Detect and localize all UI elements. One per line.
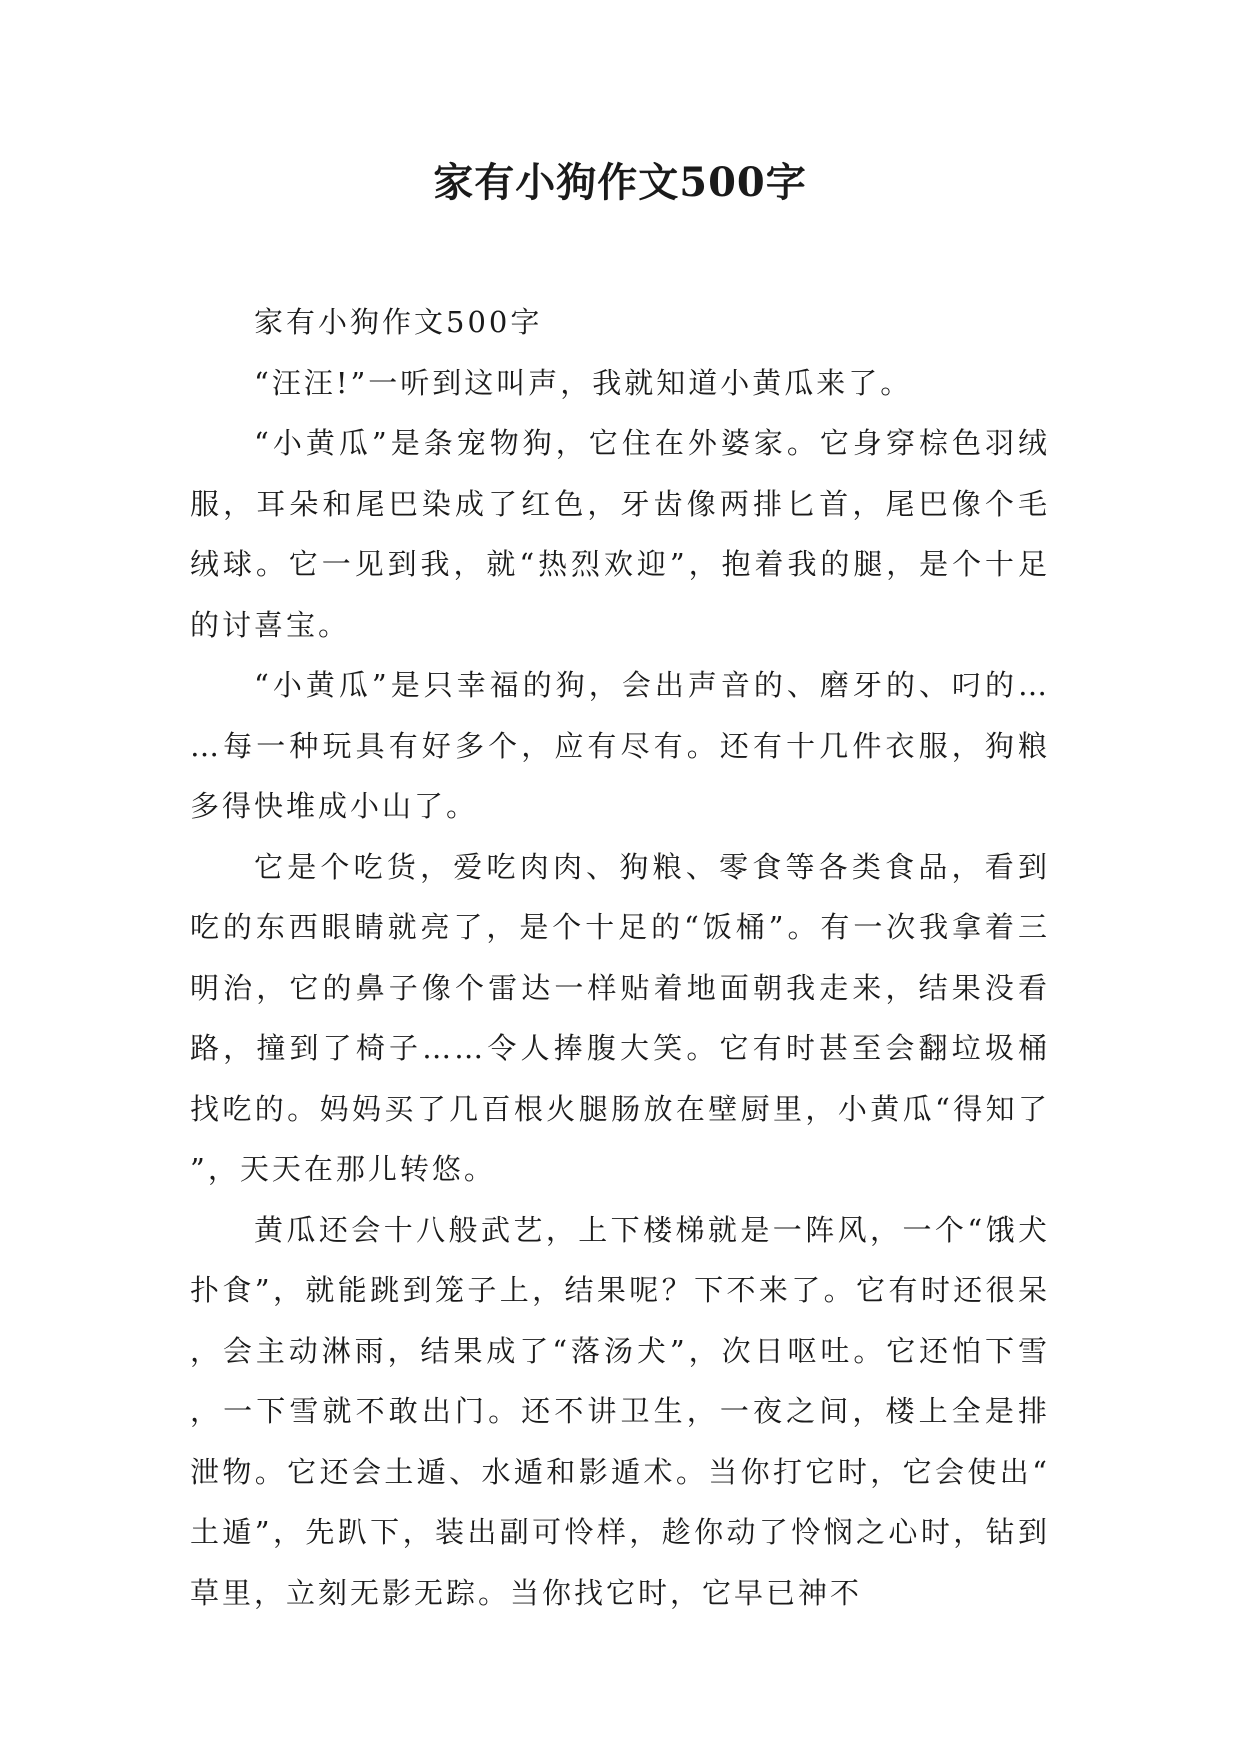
document-page <box>190 0 1050 1623</box>
body-paragraph: 黄瓜还会十八般武艺，上下楼梯就是一阵风，一个“饿犬扑食”，就能跳到笼子上，结果呢？下不来了。它有时还很呆，会主动淋雨，结果成了“落汤犬”，次日呕吐。它还怕下雪，一下雪就不敢出门。还不讲卫生，一夜之间，楼上全是排泄物。它还会土遁、水遁和影遁术。当你打它时，它会使出“土遁”，先趴下，装出副可怜样，趁你动了怜悯之心时，钻到草里，立刻无影无踪。当你找它时，它早已神不 <box>190 1212 1050 1610</box>
body-paragraph: “小黄瓜”是条宠物狗，它住在外婆家。它身穿棕色羽绒服，耳朵和尾巴染成了红色，牙齿像两排匕首，尾巴像个毛绒球。它一见到我，就“热烈欢迎”，抱着我的腿，是个十足的讨喜宝。 <box>190 426 1050 642</box>
document-title: 家有小狗作文500字 <box>433 159 807 206</box>
body-paragraph: “汪汪!”一听到这叫声，我就知道小黄瓜来了。 <box>254 365 913 400</box>
document-body <box>190 292 1050 1623</box>
body-paragraph-subtitle: 家有小狗作文500字 <box>254 305 543 339</box>
body-paragraph: “小黄瓜”是只幸福的狗，会出声音的、磨牙的、叼的……每一种玩具有好多个，应有尽有。还有十几件衣服，狗粮多得快堆成小山了。 <box>190 668 1050 823</box>
body-paragraph: 它是个吃货，爱吃肉肉、狗粮、零食等各类食品，看到吃的东西眼睛就亮了，是个十足的“饭桶”。有一次我拿着三明治，它的鼻子像个雷达一样贴着地面朝我走来，结果没看路，撞到了椅子……令人捧腹大笑。它有时甚至会翻垃圾桶找吃的。妈妈买了几百根火腿肠放在壁厨里，小黄瓜“得知了”，天天在那儿转悠。 <box>190 849 1050 1186</box>
